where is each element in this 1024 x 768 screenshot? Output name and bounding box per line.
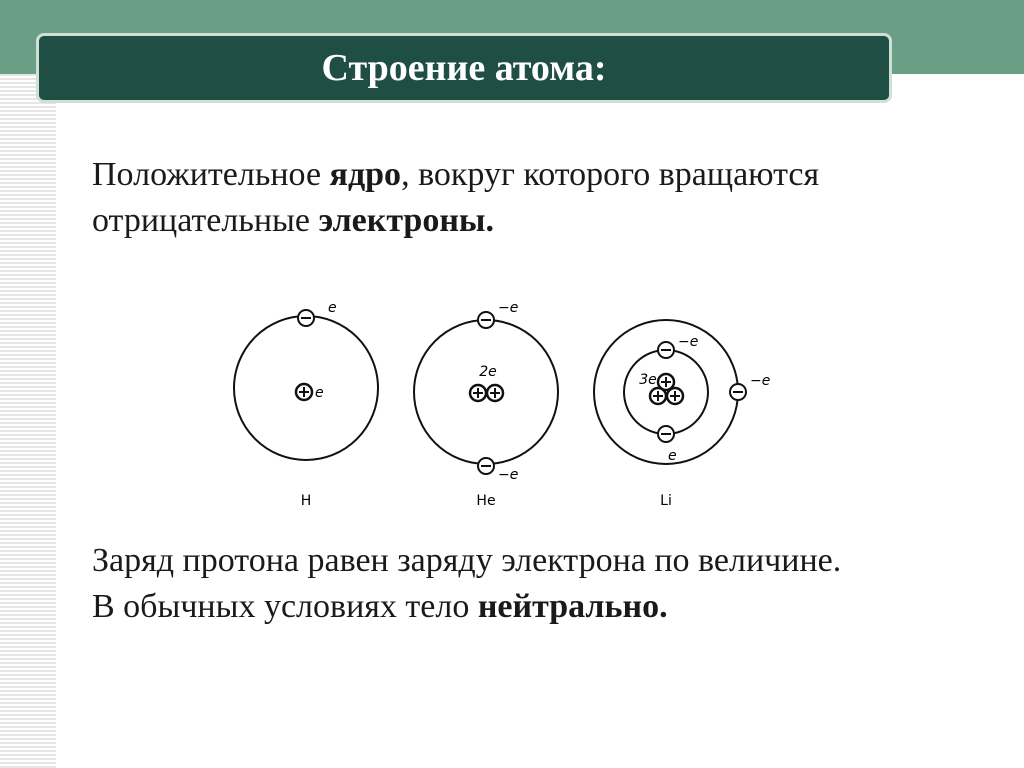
electron-icon xyxy=(658,342,674,358)
atom-label: H xyxy=(300,493,312,509)
electron-label: −e xyxy=(498,467,519,483)
nucleus-label: 2e xyxy=(479,364,497,380)
bold-term-electrons: электроны. xyxy=(318,202,494,239)
proton-icon xyxy=(667,388,683,404)
atom-label: He xyxy=(476,493,496,509)
text-fragment: отрицательные xyxy=(92,202,319,239)
electron-label: −e xyxy=(498,300,519,316)
electron-label: e xyxy=(668,448,677,464)
text-fragment: , вокруг которого вращаются xyxy=(401,156,820,193)
slide-title: Строение атома: xyxy=(321,47,607,89)
electron-label: −e xyxy=(750,373,771,389)
atom-diagrams xyxy=(220,290,800,520)
bold-term-neutral: нейтрально. xyxy=(477,588,668,625)
electron-icon xyxy=(478,458,494,474)
electron-icon xyxy=(478,312,494,328)
text-fragment: В обычных условиях тело xyxy=(92,588,478,625)
proton-icon xyxy=(650,388,666,404)
nucleus-label: e xyxy=(315,385,324,401)
text-fragment: Заряд протона равен заряду электрона по величине. xyxy=(92,542,842,579)
nucleus-label: 3e xyxy=(639,372,657,388)
atom-label: Li xyxy=(660,493,672,509)
electron-icon xyxy=(658,426,674,442)
electron-label: −e xyxy=(678,334,699,350)
paragraph-nucleus xyxy=(92,152,992,244)
atom-hydrogen xyxy=(234,300,378,509)
proton-icon xyxy=(487,385,503,401)
paragraph-charge xyxy=(92,538,1012,630)
bold-term-nucleus: ядро xyxy=(329,156,402,193)
title-bar xyxy=(36,33,892,103)
proton-icon xyxy=(470,385,486,401)
electron-icon xyxy=(730,384,746,400)
electron-icon xyxy=(298,310,314,326)
text-fragment: Положительное xyxy=(92,156,330,193)
left-decorative-stripe xyxy=(0,74,56,768)
electron-label: e xyxy=(328,300,337,316)
proton-icon xyxy=(296,384,312,400)
atom-helium xyxy=(414,300,558,509)
atom-lithium xyxy=(594,320,770,509)
